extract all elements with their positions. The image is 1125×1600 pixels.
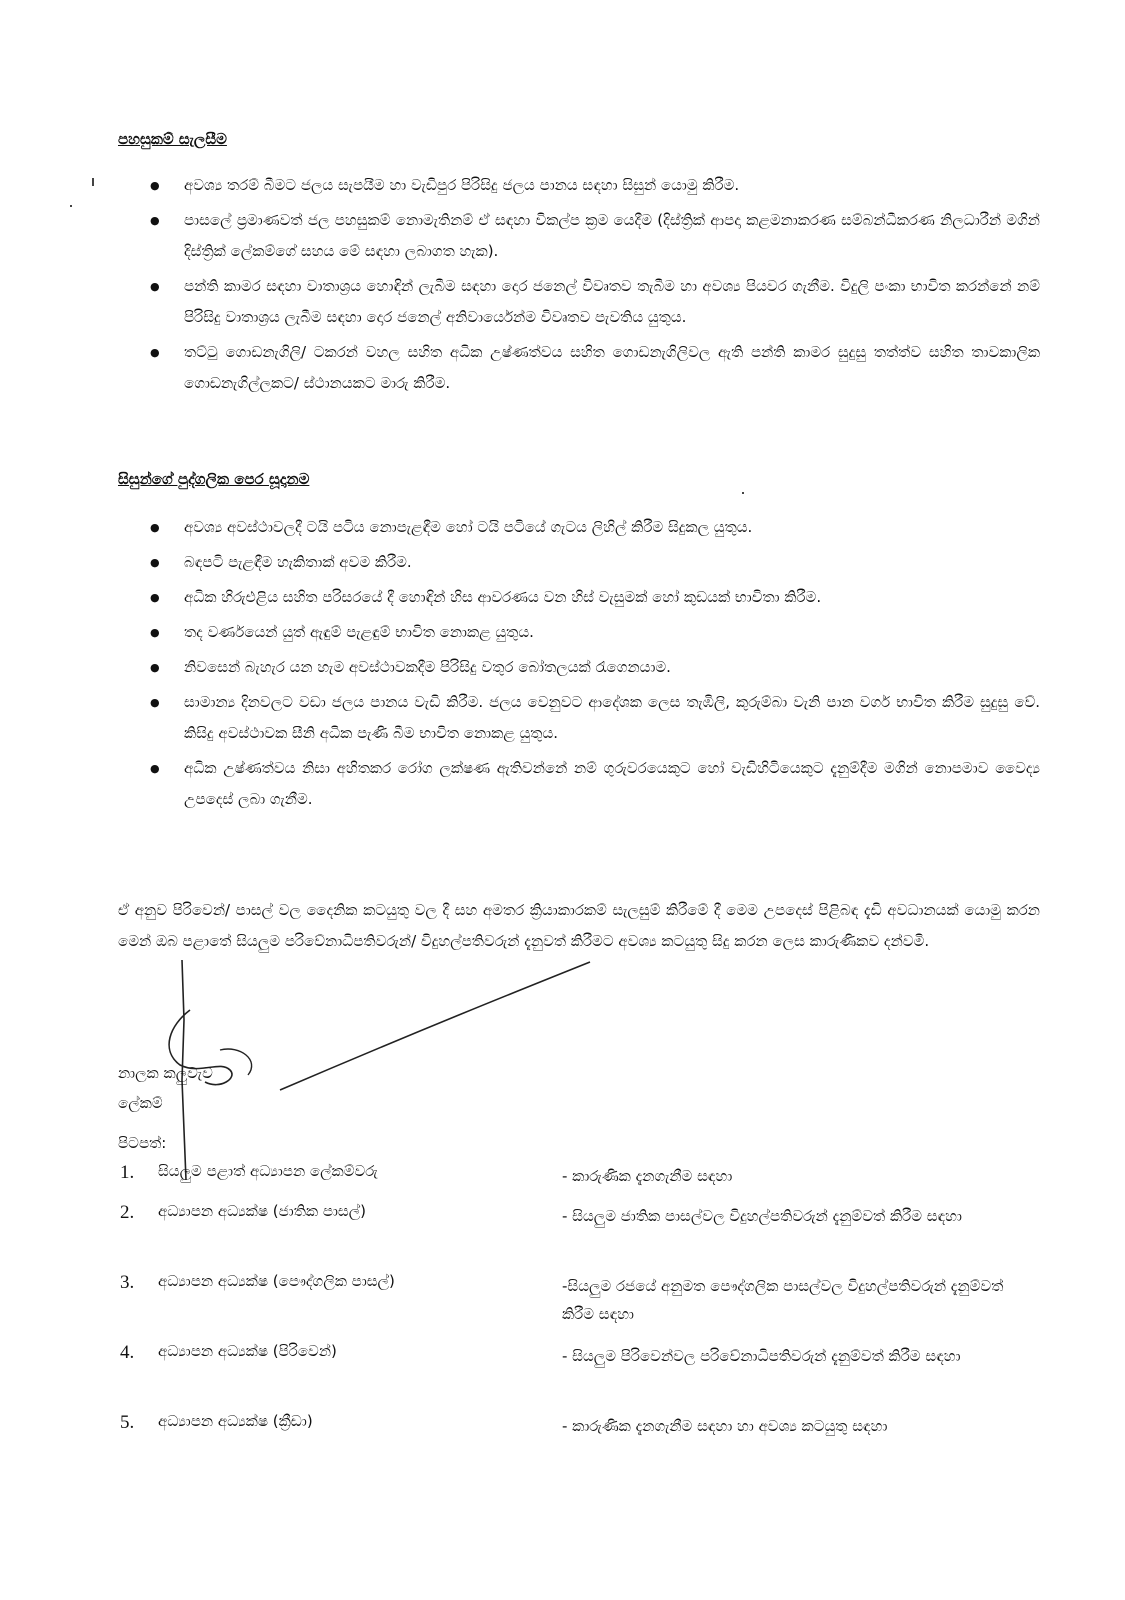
copy-recipient: අධ්‍යාපන අධ්‍යක්ෂ (පෞද්ගලික පාසල්) bbox=[158, 1272, 395, 1290]
copies-label: පිටපත්: bbox=[118, 1134, 167, 1152]
copy-row bbox=[120, 1342, 1040, 1400]
list-item: ● අධික උෂ්ණත්වය නිසා අහිතකර රෝග ලක්ෂණ ඇතිවන්නේ නම් ගුරුවරයෙකුට හෝ වැඩිහිටියෙකුට දැනුම්දීම මගින් නොපමාව වෛද්‍ය උපදෙස් ලබා ගැනීම. bbox=[150, 753, 1040, 815]
copy-recipient: සියලුම පළාත් අධ්‍යාපන ලේකම්වරු bbox=[158, 1162, 378, 1180]
copy-purpose: - කාරුණික දැනගැනීම සඳහා හා අවශ්‍ය කටයුතු සඳහා bbox=[562, 1417, 888, 1435]
copy-recipient: අධ්‍යාපන අධ්‍යක්ෂ (පිරිවෙන්) bbox=[158, 1342, 337, 1360]
copy-number: 2. bbox=[120, 1202, 135, 1223]
list-item: ● සාමාන්‍ය දිනවලට වඩා ජලය පානය වැඩි කිරීම. ජලය වෙනුවට ආදේශක ලෙස තැඹිලි, කුරුම්බා වැනි පාන වර්ග භාවිත කිරීම සුදුසු වේ. කිසිදු අවස්ථාවක සීනි අධික පැණි බීම භාවිත නොකළ යුතුය. bbox=[150, 687, 1040, 749]
copy-number: 5. bbox=[120, 1412, 135, 1433]
section-heading-facilities: පහසුකම් සැලසීම bbox=[118, 130, 227, 148]
list-item: ● තට්ටු ගොඩනැගිලි/ ටකරන් වහල සහිත අධික උෂ්ණත්වය සහිත ගොඩනැගිලිවල ඇති පන්ති කාමර සුදුසු තත්ත්ව සහිත තාවකාලික ගොඩනැගිල්ලකට/ ස්ථානයකට මාරු කිරීම. bbox=[150, 337, 1040, 399]
list-item: ● තද වර්ණයෙන් යුත් ඇඳුම් පැළඳුම් භාවිත නොකළ යුතුය. bbox=[150, 617, 1040, 648]
handwritten-signature bbox=[160, 950, 600, 1190]
scan-speck bbox=[742, 492, 744, 494]
copy-purpose: - කාරුණික දැනගැනීම සඳහා bbox=[562, 1167, 733, 1185]
signatory-name: නාලක කලුවැව bbox=[118, 1064, 213, 1082]
student-preparation-bullet-list bbox=[150, 512, 1040, 819]
list-item: ● පන්ති කාමර සඳහා වාතාශ්‍රය හොඳින් ලැබීම සඳහා දොර ජනෙල් විවෘතව තැබීම හා අවශ්‍ය පියවර ගැනීම. විදුලි පංකා භාවිත කරන්නේ නම් පිරිසිදු වාතාශ්‍රය ලැබීම සඳහා දොර ජනෙල් අනිවාර්යෙන්ම විවෘතව පැවතිය යුතුය. bbox=[150, 271, 1040, 333]
copy-row bbox=[120, 1202, 1040, 1260]
list-item: ● නිවසෙන් බැහැර යන හැම අවස්ථාවකදීම පිරිසිදු වතුර බෝතලයක් රැගෙනයාම. bbox=[150, 652, 1040, 683]
signatory-title: ලේකම් bbox=[118, 1094, 163, 1112]
list-item: ● අවශ්‍ය තරම් බීමට ජලය සැපයීම හා වැඩිපුර පිරිසිදු ජලය පානය සඳහා සිසුන් යොමු කිරීම. bbox=[150, 170, 1040, 201]
copy-row bbox=[120, 1412, 1040, 1470]
copy-purpose: - සියලුම පිරිවෙන්වල පරිවේනාධිපතිවරුන් දැනුම්වත් කිරීම සඳහා bbox=[562, 1347, 961, 1365]
copy-recipient: අධ්‍යාපන අධ්‍යක්ෂ (ජාතික පාසල්) bbox=[158, 1202, 367, 1220]
copy-purpose: - සියලුම ජාතික පාසල්වල විදුහල්පතිවරුන් දැනුම්වත් කිරීම සඳහා bbox=[562, 1207, 962, 1225]
scan-speck bbox=[70, 205, 72, 207]
copy-row bbox=[120, 1162, 1040, 1202]
copy-row bbox=[120, 1272, 1040, 1330]
list-item: ● පාසලේ ප්‍රමාණවත් ජල පහසුකම් නොමැතිනම් ඒ සඳහා විකල්ප ක්‍රම යෙදීම (දිස්ත්‍රික් ආපදා කළමනාකරණ සම්බන්ධීකරණ නිලධාරීන් මගින් දිස්ත්‍රික් ලේකම්ගේ සහය මේ සඳහා ලබාගත හැක). bbox=[150, 205, 1040, 267]
copy-purpose: -සියලුම රජයේ අනුමත පෞද්ගලික පාසල්වල විදුහල්පතිවරුන් දැනුම්වත් කිරීම සඳහා bbox=[562, 1277, 1004, 1323]
facilities-bullet-list bbox=[150, 170, 1040, 403]
list-item: ● බඳපටි පැළඳීම හැකිතාක් අවම කිරීම. bbox=[150, 547, 1040, 578]
list-item: ● අවශ්‍ය අවස්ථාවලදී ටයි පටිය නොපැළඳීම හෝ ටයි පටියේ ගැටය ලිහිල් කිරීම සිදුකල යුතුය. bbox=[150, 512, 1040, 543]
copies-list bbox=[120, 1162, 1040, 1482]
copy-number: 3. bbox=[120, 1272, 135, 1293]
closing-paragraph: ඒ අනුව පිරිවෙන්/ පාසල් වල දෛනික කටයුතු වල දී සහ අමතර ක්‍රියාකාරකම් සැලසුම් කිරීමේ දී මෙම උපදෙස් පිළිබඳ දැඩි අවධානයක් යොමු කරන මෙන් ඔබ පළාතේ සියලුම පරිවේනාධිපතිවරුන්/ විදුහල්පතිවරුන් දැනුවත් කිරීමට අවශ්‍ය කටයුතු සිදු කරන ලෙස කාරුණිකව දන්වමි. bbox=[118, 901, 1040, 950]
signatory-block bbox=[118, 1058, 213, 1118]
copy-number: 1. bbox=[120, 1162, 135, 1183]
copy-number: 4. bbox=[120, 1342, 135, 1363]
copy-recipient: අධ්‍යාපන අධ්‍යක්ෂ (ක්‍රීඩා) bbox=[158, 1412, 313, 1430]
scan-speck bbox=[92, 178, 94, 186]
list-item: ● අධික හිරුඑළිය සහිත පරිසරයේ දී හොඳින් හිස ආවරණය වන හිස් වැසුමක් හෝ කුඩයක් භාවිතා කිරීම. bbox=[150, 582, 1040, 613]
section-heading-student-preparation: සිසුන්ගේ පුද්ගලික පෙර සූදානම bbox=[118, 470, 310, 488]
